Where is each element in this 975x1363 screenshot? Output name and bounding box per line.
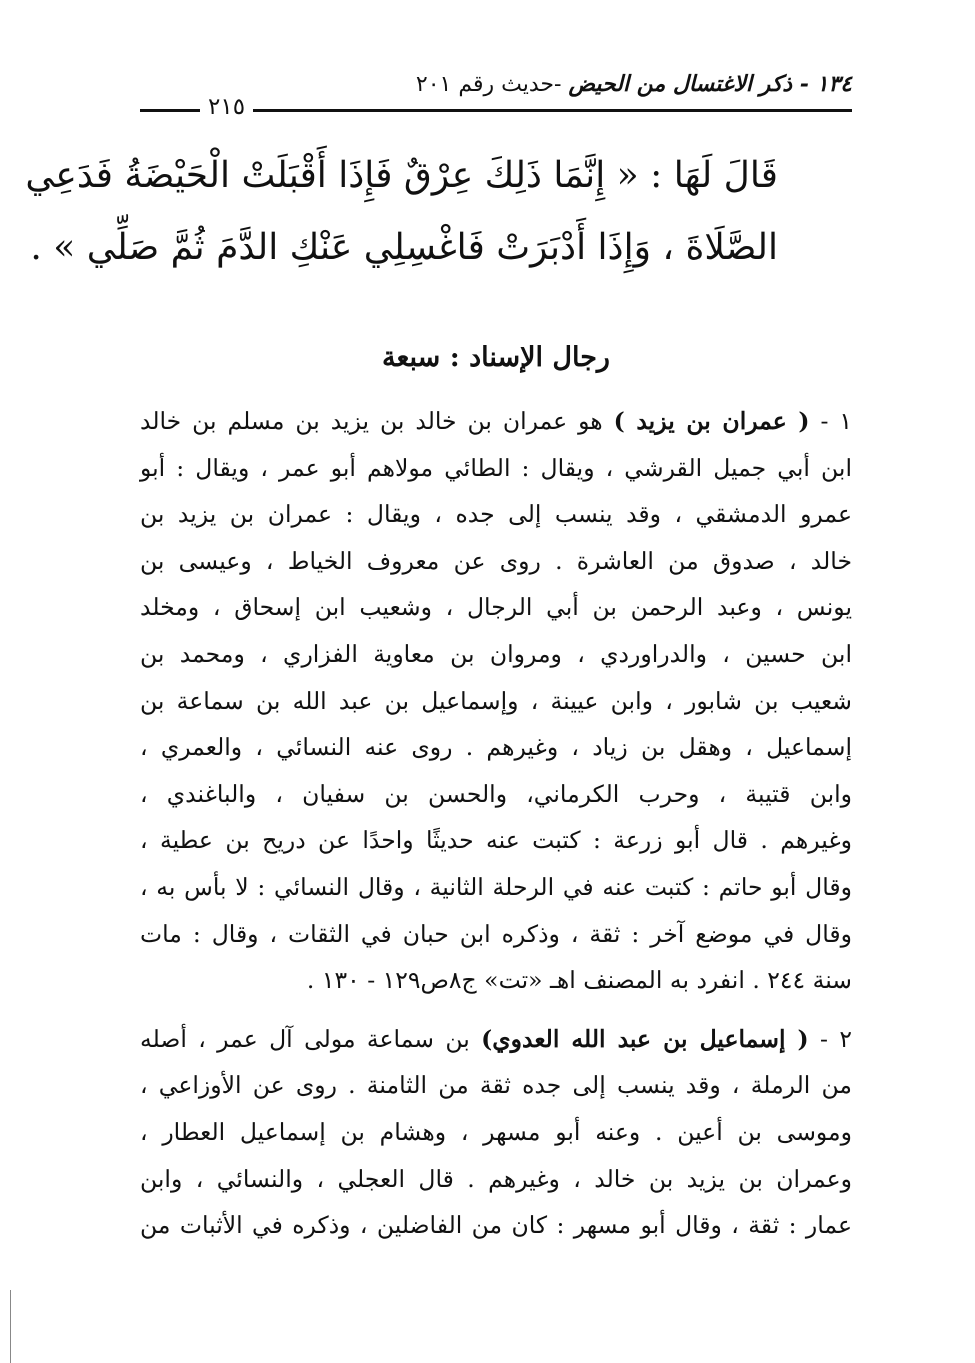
paragraph-text: بن سماعة مولى آل عمر ، أصله	[140, 1024, 470, 1053]
running-title	[416, 66, 852, 103]
narrator-name: ( عمران بن يزيد )	[613, 407, 810, 435]
text-line: وعمران بن يزيد بن خالد ، وغيرهم . قال العجلي ، والنسائي ، وابن	[140, 1164, 852, 1193]
text-line: وقال أبو حاتم : كتبت عنه في الرحلة الثانية ، وقال النسائي : لا بأس به ،	[140, 872, 852, 901]
page-number: ٢١٥	[200, 92, 253, 122]
text-line: عمرو الدمشقي ، وقد ينسب إلى جده ، ويقال : عمران بن يزيد بن	[140, 500, 852, 529]
section-title: رجال الإسناد : سبعة	[382, 342, 610, 373]
paragraph-first-line	[140, 398, 852, 445]
paragraph-gap	[140, 1004, 852, 1016]
text-line: وقال في موضع آخر : ثقة ، وذكره ابن حبان في الثقات ، وقال : مات	[140, 919, 852, 948]
text-line: سنة ٢٤٤ . انفرد به المصنف اهـ «تت» ج٨ص١٢٩ - ١٣٠ .	[306, 966, 852, 995]
text-line: شعيب بن شابور ، وابن عيينة ، وإسماعيل بن عبد الله بن سماعة بن	[140, 686, 852, 715]
page-header	[140, 62, 852, 118]
text-line: وغيرهم . قال أبو زرعة : كتبت عنه حديثًا واحدًا عن دريح بن عطية ،	[140, 826, 852, 855]
text-line: ابن حسين ، والدراوردي ، ومروان بن معاوية الفزاري ، ومحمد بن	[140, 639, 852, 668]
scan-edge-mark	[10, 1290, 11, 1363]
text-line: خالد ، صدوق من العاشرة . روى عن معروف الخياط ، وعيسى بن	[140, 546, 852, 575]
text-line: وموسى بن أعين . وعنه أبو مسهر ، وهشام بن إسماعيل العطار ،	[140, 1117, 852, 1146]
text-line: ابن أبي جميل القرشي ، ويقال : الطائي مولاهم أبو عمر ، ويقال : أبو	[140, 453, 852, 482]
text-line: عمار : ثقة ، وقال أبو مسهر : كان من الفاضلين ، وذكره في الأثبات من	[140, 1211, 852, 1240]
narrators-body	[140, 398, 852, 1249]
text-line: من الرملة ، وقد ينسب إلى جده ثقة من الثامنة . روى عن الأوزاعي ،	[140, 1071, 852, 1100]
paragraph-text: هو عمران بن خالد بن يزيد بن مسلم بن خالد	[140, 407, 603, 435]
quote-line: الصَّلَاةَ ، وَإِذَا أَدْبَرَتْ فَاغْسِلِي عَنْكِ الدَّمَ ثُمَّ صَلِّي » .	[30, 227, 778, 268]
text-line: إسماعيل ، وهقل بن زياد ، وغيرهم . روى عنه النسائي ، والعمري ،	[140, 733, 852, 762]
hadith-quote	[25, 140, 778, 284]
quote-line: قَالَ لَهَا : « إِنَّمَا ذَلِكَ عِرْقٌ فَإِذَا أَقْبَلَتْ الْحَيْضَةُ فَدَعِي	[25, 155, 778, 196]
running-title-main: ١٣٤ - ذكر الاغتسال من الحيض	[568, 71, 852, 97]
paragraph-number: ٢ -	[820, 1024, 852, 1053]
text-line: يونس ، وعبد الرحمن بن أبي الرجال ، وشعيب ابن إسحاق ، ومخلد	[140, 593, 852, 622]
paragraph-first-line	[140, 1016, 852, 1063]
paragraph-number: ١ -	[820, 407, 852, 435]
running-title-sub: -حديث رقم ٢٠١	[415, 72, 562, 97]
narrator-name: ( إسماعيل بن عبد الله العدوي)	[481, 1024, 809, 1053]
text-line: وابن قتيبة ، وحرب الكرماني، والحسن بن سفيان ، والباغندي ،	[140, 779, 852, 808]
